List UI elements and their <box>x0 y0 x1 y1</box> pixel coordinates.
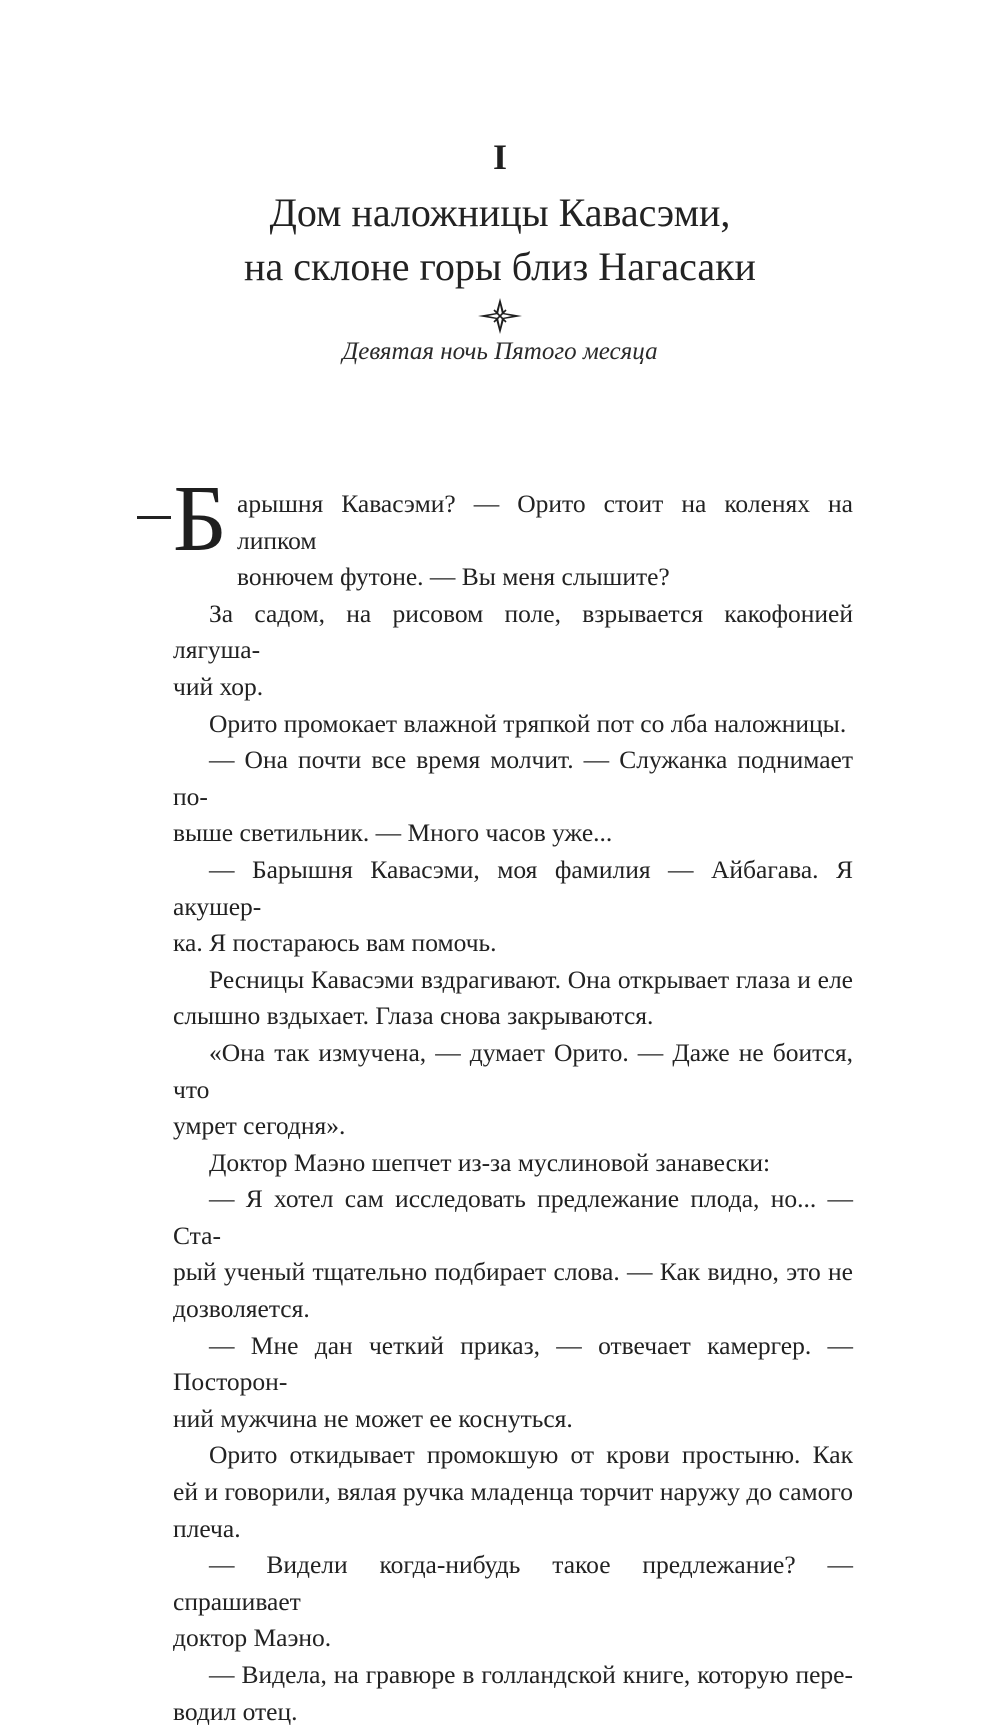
chapter-subtitle: Девятая ночь Пятого месяца <box>342 338 658 365</box>
paragraph <box>137 962 853 1035</box>
chapter-title-line-1: Дом наложницы Кавасэми, <box>269 190 731 235</box>
text-line: — Барышня Кавасэми, моя фамилия — Айбагава. Я акушер- <box>173 854 853 921</box>
text-line: доктор Маэно. <box>173 1623 332 1653</box>
paragraph <box>137 1181 853 1327</box>
first-paragraph <box>137 467 853 596</box>
paragraph <box>137 1328 853 1438</box>
text-line: ний мужчина не может ее коснуться. <box>173 1403 573 1433</box>
text-line: умрет сегодня». <box>173 1111 346 1141</box>
text-line: ка. Я постараюсь вам помочь. <box>173 928 497 958</box>
body-text <box>137 467 853 1730</box>
drop-cap: Б <box>173 467 227 571</box>
text-line: плеча. <box>173 1513 241 1543</box>
paragraph <box>137 1437 853 1547</box>
text-line: — Видели когда-нибудь такое предлежание? — спрашивает <box>173 1550 853 1616</box>
paragraph <box>137 852 853 962</box>
text-line: — Она почти все время молчит. — Служанка поднимает по- <box>173 745 853 811</box>
text-line: вонючем футоне. — Вы меня слышите? <box>237 562 670 592</box>
text-line: слышно вздыхает. Глаза снова закрываются. <box>173 1001 654 1031</box>
chapter-number: I <box>492 137 507 177</box>
paragraph <box>137 1035 853 1145</box>
paragraph <box>137 1547 853 1657</box>
paragraph <box>137 1657 853 1730</box>
text-line: Орито откидывает промокшую от крови простыню. Как <box>209 1440 853 1470</box>
chapter-title <box>0 186 1000 294</box>
chapter-title-line-2: на склоне горы близ Нагасаки <box>244 244 756 289</box>
text-line: — Я хотел сам исследовать предлежание плода, но... — Ста- <box>173 1184 853 1250</box>
text-line: — Мне дан четкий приказ, — отвечает камергер. — Посторон- <box>173 1330 853 1397</box>
paragraph <box>137 1145 853 1182</box>
text-line: водил отец. <box>173 1696 298 1726</box>
paragraph <box>137 596 853 706</box>
four-point-star-icon <box>474 296 526 336</box>
text-line: ей и говорили, вялая ручка младенца торчит наружу до самого <box>173 1477 853 1507</box>
text-line: дозволяется. <box>173 1294 310 1324</box>
text-line: рый ученый тщательно подбирает слова. — Как видно, это не <box>173 1257 853 1287</box>
text-line: Ресницы Кавасэми вздрагивают. Она открывает глаза и еле <box>209 964 853 994</box>
text-line: выше светильник. — Много часов уже... <box>173 818 613 848</box>
text-line: Орито промокает влажной тряпкой пот со лба наложницы. <box>209 708 847 738</box>
paragraph <box>137 742 853 852</box>
text-line: чий хор. <box>173 671 264 701</box>
text-line: За садом, на рисовом поле, взрывается какофонией лягуша- <box>173 598 853 665</box>
em-dash <box>137 516 171 519</box>
text-line: «Она так измучена, — думает Орито. — Даже не боится, что <box>173 1037 853 1104</box>
paragraph <box>137 706 853 743</box>
text-line: — Видела, на гравюре в голландской книге, которую пере- <box>209 1660 853 1689</box>
text-line: Доктор Маэно шепчет из-за муслиновой занавески: <box>209 1147 771 1177</box>
text-line: арышня Кавасэми? — Орито стоит на коленях на липком <box>237 489 853 555</box>
